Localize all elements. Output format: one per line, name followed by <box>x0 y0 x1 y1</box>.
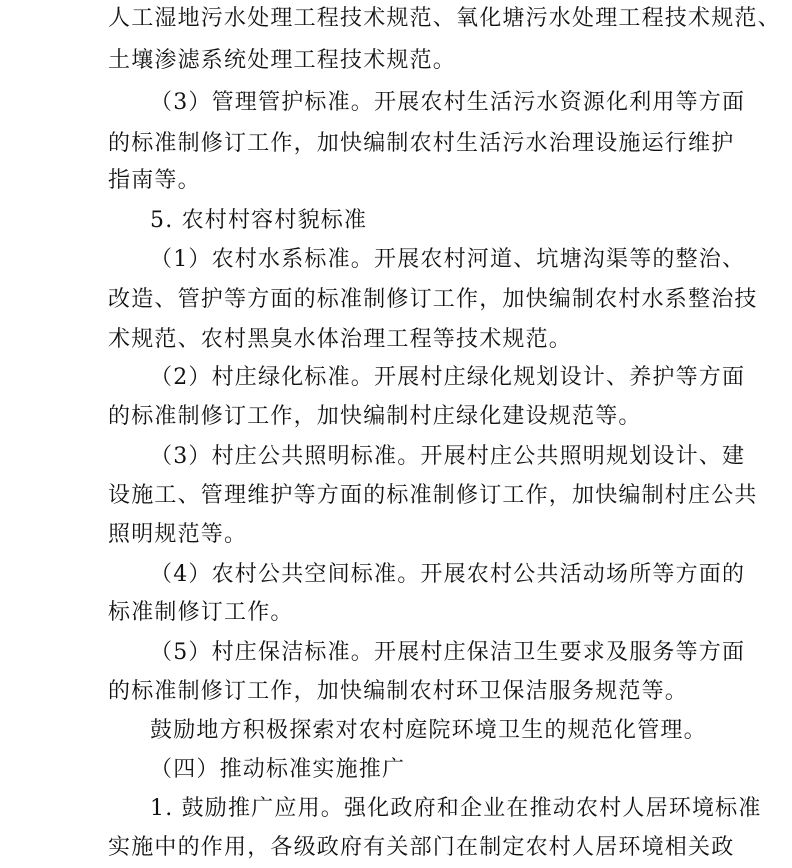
text-line-19: 鼓励地方积极探索对农村庭院环境卫生的规范化管理。 <box>150 718 707 743</box>
text-line-16: 标准制修订工作。 <box>108 600 294 625</box>
text-line-8: 改造、管护等方面的标准制修订工作，加快编制农村水系整治技 <box>108 287 758 312</box>
section-heading-5: 5. 农村村容村貌标准 <box>150 208 368 233</box>
text-line-11: 的标准制修订工作，加快编制村庄绿化建设规范等。 <box>108 404 642 429</box>
text-line-2: 土壤渗滤系统处理工程技术规范。 <box>108 48 457 73</box>
text-line-21: 1. 鼓励推广应用。强化政府和企业在推动农村人居环境标准 <box>150 796 762 821</box>
text-line-4: 的标准制修订工作，加快编制农村生活污水治理设施运行维护 <box>108 131 735 156</box>
text-line-1: 人工湿地污水处理工程技术规范、氧化塘污水处理工程技术规范、 <box>108 6 781 31</box>
text-line-5: 指南等。 <box>108 168 201 193</box>
section-heading-4: （四）推动标准实施推广 <box>150 757 406 782</box>
text-line-14: 照明规范等。 <box>108 522 248 547</box>
text-line-7: （1）农村水系标准。开展农村河道、坑塘沟渠等的整治、 <box>150 247 746 272</box>
text-line-9: 术规范、农村黑臭水体治理工程等技术规范。 <box>108 327 573 352</box>
text-line-13: 设施工、管理维护等方面的标准制修订工作，加快编制村庄公共 <box>108 483 758 508</box>
text-line-3: （3）管理管护标准。开展农村生活污水资源化利用等方面 <box>150 90 746 115</box>
text-line-22: 实施中的作用，各级政府有关部门在制定农村人居环境相关政 <box>108 835 735 860</box>
text-line-17: （5）村庄保洁标准。开展村庄保洁卫生要求及服务等方面 <box>150 640 746 665</box>
text-line-12: （3）村庄公共照明标准。开展村庄公共照明规划设计、建 <box>150 444 746 469</box>
text-line-10: （2）村庄绿化标准。开展村庄绿化规划设计、养护等方面 <box>150 365 746 390</box>
text-line-18: 的标准制修订工作，加快编制农村环卫保洁服务规范等。 <box>108 679 689 704</box>
text-line-15: （4）农村公共空间标准。开展农村公共活动场所等方面的 <box>150 562 746 587</box>
